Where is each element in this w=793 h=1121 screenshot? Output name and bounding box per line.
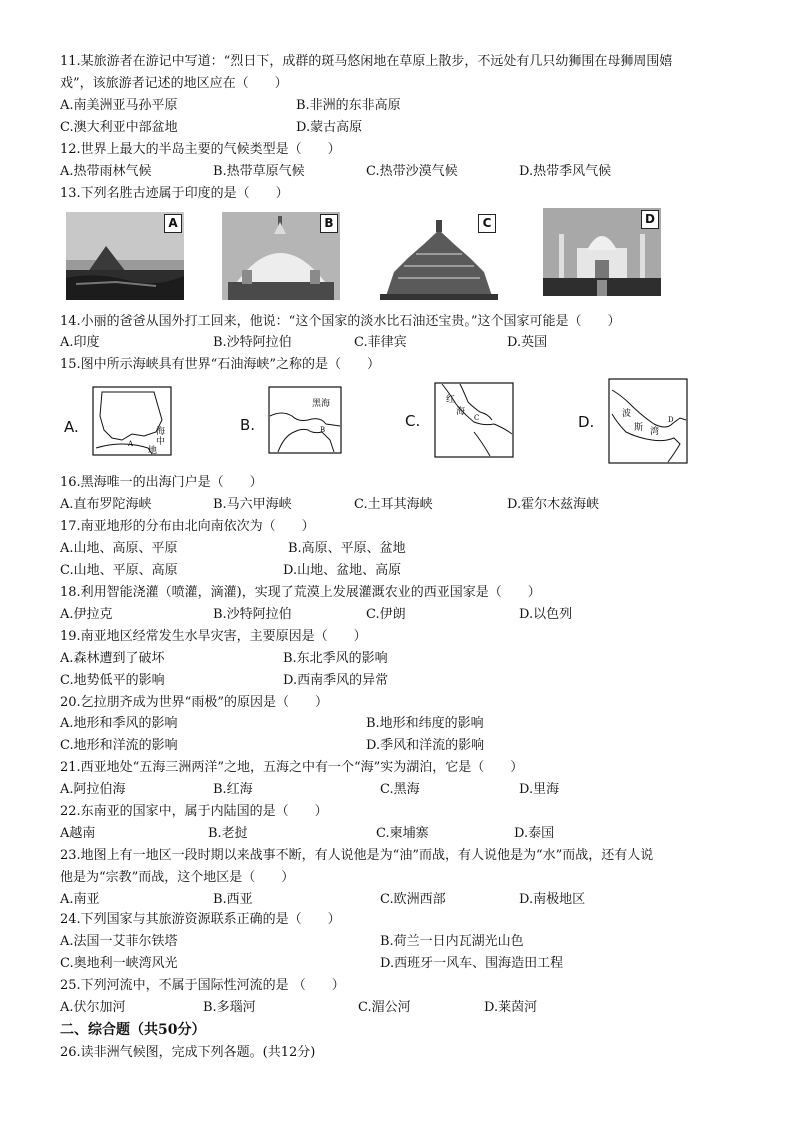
q22-stem: 22.东南亚的国家中，属于内陆国的是（ ） (60, 804, 328, 819)
q20-option-d: D.季风和洋流的影响 (366, 738, 485, 753)
photo-d-taj-mahal (543, 208, 661, 296)
q23-stem-line1: 23.地图上有一地区一段时期以来战事不断，有人说他是为“油”而战，有人说他是为“水”而战，还有人说 (60, 848, 654, 863)
q12-option-d: D.热带季风气候 (519, 164, 612, 179)
q15-stem: 15.图中所示海峡具有世界“石油海峡”之称的是（ ） (60, 357, 380, 372)
q17-option-c: C.山地、平原、高原 (60, 563, 178, 578)
q21-option-b: B.红海 (213, 782, 253, 797)
q11-option-a: A.南美洲亚马孙平原 (60, 98, 178, 113)
map-d-text-marker: D (668, 416, 674, 424)
q24-option-c: C.奥地利一峡湾风光 (60, 956, 178, 971)
q18-option-a: A.伊拉克 (60, 607, 113, 622)
q24-option-d: D.西班牙一风车、围海造田工程 (380, 956, 564, 971)
q14-option-a: A.印度 (60, 335, 100, 350)
map-c-text-marker: C (474, 414, 480, 422)
map-label-c: C. (405, 412, 421, 430)
photo-tag-d: D (641, 210, 659, 229)
q25-option-a: A.伏尔加河 (60, 1000, 126, 1015)
map-a-text-di: 地 (148, 446, 158, 456)
q21-stem: 21.西亚地处“五海三洲两洋”之地，五海之中有一个“海”实为湖泊，它是（ ） (60, 760, 524, 775)
q14-option-c: C.菲律宾 (354, 335, 407, 350)
q12-option-b: B.热带草原气候 (213, 164, 305, 179)
map-a-text-marker: A (128, 440, 134, 448)
q17-option-b: B.高原、平原、盆地 (288, 541, 406, 556)
map-c-text-hong: 红 (446, 395, 456, 405)
photo-tag-c: C (478, 214, 496, 233)
q24-option-a: A.法国一艾菲尔铁塔 (60, 934, 178, 949)
q18-option-d: D.以色列 (519, 607, 573, 622)
q24-option-b: B.荷兰一日内瓦湖光山色 (380, 934, 524, 949)
map-label-a: A. (64, 418, 79, 436)
q11-option-c: C.澳大利亚中部盆地 (60, 120, 178, 135)
q23-option-c: C.欧洲西部 (380, 892, 446, 907)
q23-option-b: B.西亚 (213, 892, 253, 907)
q14-option-b: B.沙特阿拉伯 (213, 335, 292, 350)
q23-stem-line2: 他是为“宗教”而战，这个地区是（ ） (60, 870, 295, 885)
photo-c-temple (380, 212, 498, 300)
q22-option-c: C.柬埔寨 (376, 826, 429, 841)
photo-b-pagoda (222, 212, 340, 300)
q12-stem: 12.世界上最大的半岛主要的气候类型是（ ） (60, 142, 341, 157)
q16-option-d: D.霍尔木兹海峡 (507, 497, 600, 512)
map-a-strait-of-gibraltar (92, 386, 172, 456)
q20-option-b: B.地形和纬度的影响 (366, 716, 484, 731)
photo-a-pyramid (66, 212, 184, 300)
q20-stem: 20.乞拉朋齐成为世界“雨极”的原因是（ ） (60, 695, 328, 710)
q21-option-d: D.里海 (519, 782, 560, 797)
q16-option-b: B.马六甲海峡 (213, 497, 292, 512)
map-c-text-hai: 海 (456, 407, 466, 417)
q17-option-d: D.山地、盆地、高原 (283, 563, 402, 578)
q16-option-a: A.直布罗陀海峡 (60, 497, 152, 512)
map-b-turkish-straits (268, 386, 342, 454)
section-2-title: 二、综合题（共50分） (60, 1022, 206, 1038)
q21-option-c: C.黑海 (380, 782, 420, 797)
q18-option-c: C.伊朗 (366, 607, 406, 622)
q14-option-d: D.英国 (507, 335, 548, 350)
photo-tag-b: B (320, 214, 338, 233)
q23-option-a: A.南亚 (60, 892, 100, 907)
q16-option-c: C.土耳其海峡 (354, 497, 433, 512)
map-a-text-zhong: 中 (156, 437, 166, 447)
q18-option-b: B.沙特阿拉伯 (213, 607, 292, 622)
q22-option-b: B.老挝 (208, 826, 248, 841)
q22-option-d: D.泰国 (514, 826, 555, 841)
map-d-text-wan: 湾 (650, 427, 660, 437)
q16-stem: 16.黑海唯一的出海门户是（ ） (60, 475, 263, 490)
q25-option-b: B.多瑙河 (203, 1000, 256, 1015)
map-a-text-hai: 海 (156, 427, 166, 437)
q19-option-c: C.地势低平的影响 (60, 673, 165, 688)
map-c-bab-el-mandeb (434, 382, 514, 458)
map-b-text-marker: B (320, 426, 326, 434)
map-b-text-black-sea: 黑海 (312, 399, 331, 409)
q11-option-b: B.非洲的东非高原 (296, 98, 401, 113)
q25-stem: 25.下列河流中，不属于国际性河流的是 （ ） (60, 978, 345, 993)
q19-option-a: A.森林遭到了破坏 (60, 651, 165, 666)
q19-option-b: B.东北季风的影响 (283, 651, 388, 666)
q20-option-c: C.地形和洋流的影响 (60, 738, 178, 753)
q14-stem: 14.小丽的爸爸从国外打工回来，他说：“这个国家的淡水比石油还宝贵。”这个国家可能是（ ） (60, 314, 621, 329)
q23-option-d: D.南极地区 (519, 892, 586, 907)
q22-option-a: A越南 (60, 826, 96, 841)
q11-option-d: D.蒙古高原 (296, 120, 363, 135)
map-label-d: D. (578, 413, 595, 431)
q19-option-d: D.西南季风的异常 (283, 673, 389, 688)
q12-option-a: A.热带雨林气候 (60, 164, 152, 179)
q20-option-a: A.地形和季风的影响 (60, 716, 178, 731)
q19-stem: 19.南亚地区经常发生水旱灾害，主要原因是（ ） (60, 629, 367, 644)
q25-option-c: C.湄公河 (358, 1000, 411, 1015)
q17-stem: 17.南亚地形的分布由北向南依次为（ ） (60, 519, 315, 534)
q21-option-a: A.阿拉伯海 (60, 782, 126, 797)
q25-option-d: D.莱茵河 (484, 1000, 538, 1015)
q24-stem: 24.下列国家与其旅游资源联系正确的是（ ） (60, 912, 341, 927)
q11-stem-line1: 11.某旅游者在游记中写道：“烈日下，成群的斑马悠闲地在草原上散步，不远处有几只幼狮围在母狮周围嬉 (60, 54, 673, 69)
q18-stem: 18.利用智能浇灌（喷灌，滴灌)，实现了荒漠上发展灌溉农业的西亚国家是（ ） (60, 585, 541, 600)
q11-stem-line2: 戏”，该旅游者记述的地区应在（ ） (60, 76, 288, 91)
q17-option-a: A.山地、高原、平原 (60, 541, 178, 556)
map-d-strait-of-hormuz (608, 378, 688, 464)
map-label-b: B. (240, 416, 256, 434)
map-d-text-si: 斯 (634, 423, 644, 433)
photo-tag-a: A (164, 214, 182, 233)
q13-stem: 13.下列名胜古迹属于印度的是（ ） (60, 186, 289, 201)
q26-stem: 26.读非洲气候图，完成下列各题。(共12分) (60, 1045, 316, 1060)
map-d-text-bo: 波 (622, 409, 632, 419)
q12-option-c: C.热带沙漠气候 (366, 164, 458, 179)
